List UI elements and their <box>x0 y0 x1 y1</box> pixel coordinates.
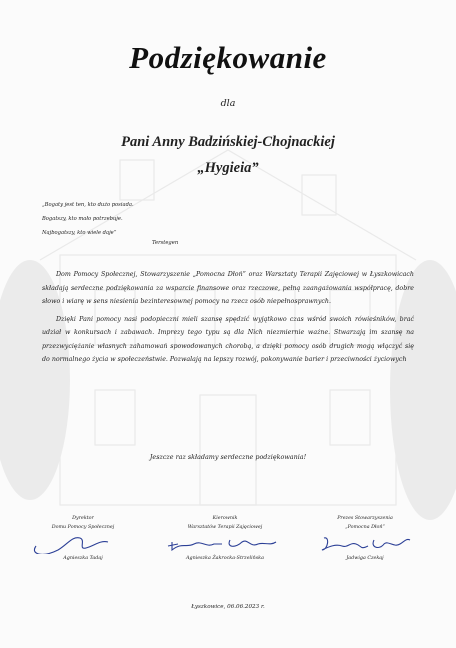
signature-role: Prezes Stowarzyszenia <box>337 516 393 521</box>
signature-name: Jadwiga Czekaj <box>346 556 384 561</box>
signature-unit: Domu Pomocy Społecznej <box>51 525 115 530</box>
quote-line: Najbogatszy, kto wiele daje” <box>42 230 117 236</box>
handwritten-signature-icon <box>28 532 138 554</box>
quote-line: Bogatszy, kto mało potrzebuje. <box>42 216 123 222</box>
recipient-name: Pani Anny Badzińskiej-Chojnackiej <box>121 134 335 150</box>
signature-role: Dyrektor <box>72 516 94 521</box>
quote-line: „Bogaty jest ten, kto dużo posiada. <box>42 202 134 208</box>
body-paragraph: Dom Pomocy Społecznej, Stowarzyszenie „Pomocna Dłoń” oraz Warsztaty Terapii Zajęciowej w Łyszkowicach składają serdeczne podziękowania za wsparcie finansowe oraz rzeczowe, pełną zaangażowania współpracę, dobre słowo i wiarę w sens niesienia bezinteresownej pomocy na rzecz osób niepełnosprawnych. <box>42 271 414 305</box>
signature-unit: „Pomocna Dłoń” <box>345 525 385 530</box>
place-and-date: Łyszkowice, 06.06.2023 r. <box>191 604 265 610</box>
quote-author: Terstegen <box>152 240 179 246</box>
body-text <box>42 268 414 371</box>
quote <box>42 198 134 240</box>
signature-name: Agnieszka Żakrocka-Strzelińska <box>186 556 264 561</box>
signature-block-director <box>28 514 138 563</box>
signature-role: Kierownik <box>212 516 238 521</box>
handwritten-signature-icon <box>160 532 290 554</box>
certificate-title: Podziękowanie <box>129 40 327 75</box>
signature-unit: Warsztatów Terapii Zajęciowej <box>187 525 263 530</box>
signature-block-manager <box>160 514 290 563</box>
signature-name: Agnieszka Tadaj <box>63 556 103 561</box>
closing-line: Jeszcze raz składamy serdeczne podziękowania! <box>149 453 307 461</box>
organization-name: „Hygieia” <box>197 160 259 176</box>
for-label: dla <box>220 98 236 109</box>
signature-block-president <box>310 514 420 563</box>
body-paragraph: Dzięki Pani pomocy nasi podopieczni mieli szansę spędzić wyjątkowo czas wśród swoich rówieśników, brać udział w konkursach i zabawach. Imprezy tego typu są dla Nich niezmiernie ważne. Stwarzają im szansę na przezwyciężanie własnych zahamowań spowodowanych chorobą, a dzięki pomocy osób drugich mogą włączyć się do normalnego życia w społeczeństwie. Pozwalają na lepszy rozwój, pokonywanie barier i przeciwności życiowych <box>42 315 414 363</box>
handwritten-signature-icon <box>310 532 420 554</box>
